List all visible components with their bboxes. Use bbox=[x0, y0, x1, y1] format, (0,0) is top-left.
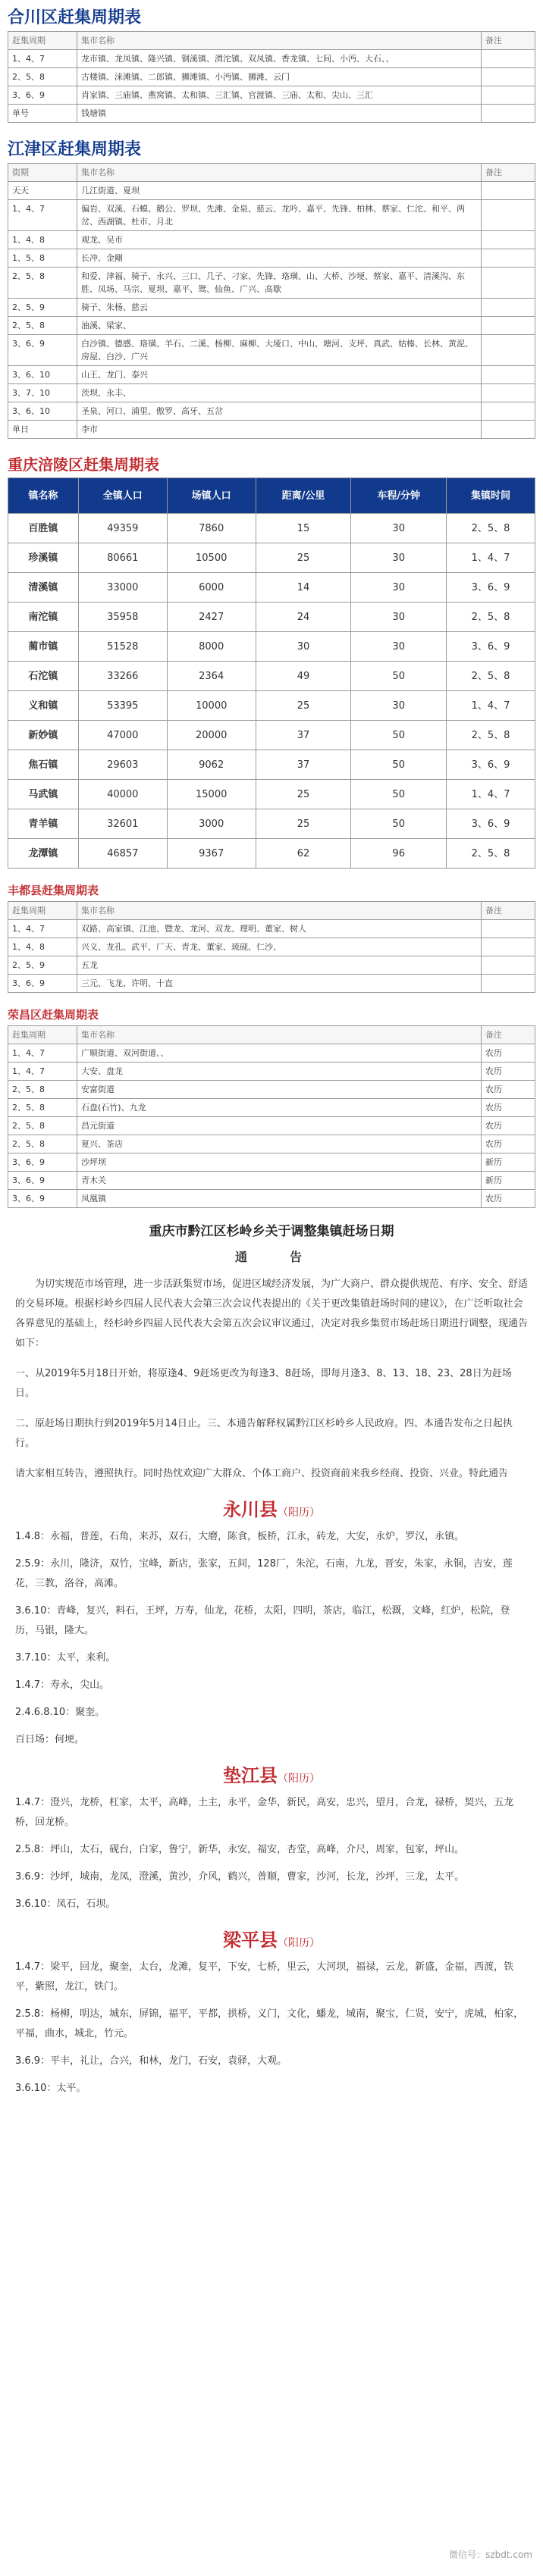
table-cell: 五龙 bbox=[77, 956, 482, 975]
schedule-line: 1.4.8：永福，普莲，石角，来苏，双石，大磨，陈食，板桥，江永，砖龙，大安，永炉，罗汉，永镇。 bbox=[15, 1531, 465, 1542]
notice-paragraph: 二、原赶场日期执行到2019年5月14日止。三、本通告解释权属黔江区杉岭乡人民政府。四、本通告发布之日起执行。 bbox=[15, 1418, 513, 1449]
table-cell: 25 bbox=[256, 780, 351, 809]
schedule-line: 2.4.6.8.10：聚奎。 bbox=[15, 1707, 105, 1718]
table-row bbox=[8, 662, 535, 691]
table-cell: 3、6、10 bbox=[8, 402, 77, 421]
table-cell: 三元、飞龙、许明、十直 bbox=[77, 975, 482, 993]
table-cell: 50 bbox=[351, 662, 447, 691]
table-cell: 37 bbox=[256, 750, 351, 780]
fengdu-table bbox=[8, 901, 535, 993]
table-cell: 3、6、9 bbox=[447, 632, 535, 662]
county-lines bbox=[0, 1793, 543, 1914]
table-cell: 几江街道、夏坝 bbox=[77, 182, 482, 200]
table-cell: 马武镇 bbox=[8, 780, 79, 809]
table-cell: 2、5、8 bbox=[8, 68, 77, 86]
table-cell: 3、6、9 bbox=[8, 975, 77, 993]
table-cell: 和爱、津福、骑子、永兴、三口、几子、刁家、先锋、珞璜、山、大桥、沙埂、蔡家、嘉平、清溪沟、东胜、凤场、马宗、夏坝、嘉平、鸳、仙鱼、广兴、高歇 bbox=[77, 268, 482, 299]
yongchuan-section bbox=[0, 1495, 543, 1750]
table-cell: 30 bbox=[351, 603, 447, 632]
table-cell: 50 bbox=[351, 780, 447, 809]
table-row bbox=[8, 86, 535, 105]
table-cell: 15000 bbox=[167, 780, 256, 809]
table-cell: 50 bbox=[351, 721, 447, 750]
county-title: 垫江县（阳历） bbox=[223, 1765, 320, 1786]
table-cell: 9062 bbox=[167, 750, 256, 780]
table-cell: 35958 bbox=[78, 603, 167, 632]
table-cell: 青木关 bbox=[77, 1172, 482, 1190]
table-cell bbox=[482, 366, 535, 384]
wechat-watermark: 微信号：szbdt.com bbox=[449, 2549, 532, 2560]
table-cell: 1、4、7 bbox=[447, 780, 535, 809]
table-cell bbox=[482, 268, 535, 299]
table-cell: 2427 bbox=[167, 603, 256, 632]
table-row bbox=[8, 421, 535, 439]
table-row bbox=[8, 1063, 535, 1081]
table-row bbox=[8, 200, 535, 231]
table-cell bbox=[482, 200, 535, 231]
table-row bbox=[8, 335, 535, 366]
notice-title: 重庆市黔江区杉岭乡关于调整集镇赶场日期 bbox=[149, 1224, 394, 1239]
table-cell: 农历 bbox=[482, 1081, 535, 1099]
table-cell bbox=[482, 182, 535, 200]
table-cell: 50 bbox=[351, 750, 447, 780]
table-cell: 53395 bbox=[78, 691, 167, 721]
schedule-line: 3.7.10：太平，来利。 bbox=[15, 1652, 116, 1664]
table-cell: 单日 bbox=[8, 421, 77, 439]
dianjiang-section bbox=[0, 1761, 543, 1914]
table-cell bbox=[482, 402, 535, 421]
table-cell: 钱塘镇 bbox=[77, 105, 482, 123]
table-row bbox=[8, 249, 535, 268]
table-row bbox=[8, 268, 535, 299]
table-cell bbox=[482, 50, 535, 68]
table-cell: 单号 bbox=[8, 105, 77, 123]
table-cell: 25 bbox=[256, 543, 351, 573]
table-cell: 30 bbox=[351, 573, 447, 603]
table-row bbox=[8, 105, 535, 123]
county-title: 永川县（阳历） bbox=[223, 1499, 320, 1520]
table-cell: 49359 bbox=[78, 514, 167, 543]
notice-paragraph: 一、从2019年5月18日开始，将原逢4、9赶场更改为每逢3、8赶场，即每月逢3、8、13、18、23、28日为赶场日。 bbox=[15, 1368, 512, 1399]
table-cell: 新历 bbox=[482, 1153, 535, 1172]
column-header: 集镇时间 bbox=[447, 478, 535, 514]
table-cell: 20000 bbox=[167, 721, 256, 750]
table-cell: 14 bbox=[256, 573, 351, 603]
column-header: 赶集周期 bbox=[8, 32, 77, 50]
table-cell: 3、6、10 bbox=[8, 366, 77, 384]
table-row bbox=[8, 920, 535, 938]
table-row bbox=[8, 1153, 535, 1172]
table-cell: 2、5、8 bbox=[8, 1099, 77, 1117]
table-cell: 2、5、8 bbox=[447, 514, 535, 543]
table-row bbox=[8, 366, 535, 384]
table-cell: 46857 bbox=[78, 839, 167, 869]
table-cell: 焦石镇 bbox=[8, 750, 79, 780]
table-cell bbox=[482, 86, 535, 105]
table-cell: 9367 bbox=[167, 839, 256, 869]
table-cell: 肖家镇、三庙镇、燕窝镇、太和镇、三汇镇、官渡镇、三庙、太和、尖山、三汇 bbox=[77, 86, 482, 105]
table-cell: 51528 bbox=[78, 632, 167, 662]
table-cell bbox=[482, 920, 535, 938]
table-cell: 37 bbox=[256, 721, 351, 750]
table-cell: 南沱镇 bbox=[8, 603, 79, 632]
table-cell bbox=[482, 956, 535, 975]
table-cell: 2364 bbox=[167, 662, 256, 691]
column-header: 备注 bbox=[482, 902, 535, 920]
column-header: 赶集周期 bbox=[8, 902, 77, 920]
table-row bbox=[8, 632, 535, 662]
table-row bbox=[8, 182, 535, 200]
fuling-title: 重庆涪陵区赶集周期表 bbox=[8, 455, 159, 474]
table-cell bbox=[482, 231, 535, 249]
table-cell: 凤凰镇 bbox=[77, 1190, 482, 1208]
table-cell bbox=[482, 938, 535, 956]
table-row bbox=[8, 1190, 535, 1208]
table-cell: 农历 bbox=[482, 1044, 535, 1063]
table-row bbox=[8, 514, 535, 543]
table-cell: 安富街道 bbox=[77, 1081, 482, 1099]
table-cell: 50 bbox=[351, 809, 447, 839]
table-cell: 清溪镇 bbox=[8, 573, 79, 603]
table-row bbox=[8, 1135, 535, 1153]
column-header: 集市名称 bbox=[77, 902, 482, 920]
table-cell: 1、4、7 bbox=[447, 543, 535, 573]
qianjiang-notice bbox=[0, 1222, 543, 1484]
table-cell: 2、5、8 bbox=[8, 1117, 77, 1135]
table-cell: 32601 bbox=[78, 809, 167, 839]
table-cell: 农历 bbox=[482, 1117, 535, 1135]
liangping-section bbox=[0, 1925, 543, 2099]
table-cell: 2、5、8 bbox=[8, 317, 77, 335]
schedule-line: 1.4.7：梁平，回龙，聚奎，太台，龙滩，复平，下安，七桥，里云，大河坝，福禄，云龙，新盛，金福，西渡，铁平，紫照，龙江，铁门。 bbox=[15, 1961, 514, 1992]
table-cell: 义和镇 bbox=[8, 691, 79, 721]
table-cell: 2、5、8 bbox=[447, 721, 535, 750]
table-cell: 3、6、9 bbox=[447, 750, 535, 780]
table-cell bbox=[482, 317, 535, 335]
table-cell: 80661 bbox=[78, 543, 167, 573]
column-header: 集市名称 bbox=[77, 32, 482, 50]
table-row bbox=[8, 691, 535, 721]
table-cell: 10000 bbox=[167, 691, 256, 721]
table-cell: 天天 bbox=[8, 182, 77, 200]
table-row bbox=[8, 317, 535, 335]
table-cell: 古楼镇、涞滩镇、二郎镇、狮滩镇、小沔镇、狮滩、云门 bbox=[77, 68, 482, 86]
table-cell: 3、6、9 bbox=[447, 809, 535, 839]
column-header: 镇名称 bbox=[8, 478, 79, 514]
column-header: 车程/分钟 bbox=[351, 478, 447, 514]
schedule-line: 1.4.7：寿永，尖山。 bbox=[15, 1679, 110, 1691]
table-row bbox=[8, 384, 535, 402]
table-row bbox=[8, 780, 535, 809]
table-cell: 农历 bbox=[482, 1190, 535, 1208]
table-cell: 30 bbox=[351, 543, 447, 573]
table-cell: 3、6、9 bbox=[8, 1153, 77, 1172]
table-row bbox=[8, 750, 535, 780]
column-header: 街期 bbox=[8, 164, 77, 182]
table-cell bbox=[482, 384, 535, 402]
table-cell bbox=[482, 975, 535, 993]
table-cell: 石盘(石竹)、九龙 bbox=[77, 1099, 482, 1117]
table-cell bbox=[482, 421, 535, 439]
table-row bbox=[8, 573, 535, 603]
jiangjin-title: 江津区赶集周期表 bbox=[8, 140, 142, 159]
table-cell: 2、5、8 bbox=[8, 1081, 77, 1099]
table-cell: 双路、高家镇、江池、暨龙、龙河、双龙、理明、董家、树人 bbox=[77, 920, 482, 938]
table-row bbox=[8, 68, 535, 86]
table-cell: 1、5、8 bbox=[8, 249, 77, 268]
table-cell: 2、5、8 bbox=[447, 839, 535, 869]
notice-subtitle: 通 告 bbox=[234, 1250, 308, 1264]
table-cell bbox=[482, 249, 535, 268]
table-cell: 25 bbox=[256, 691, 351, 721]
schedule-line: 1.4.7：澄兴，龙桥，杠家，太平，高峰，土主，永平，金华，新民，高安，忠兴，望月，合龙，禄桥，契兴，五龙桥，回龙桥。 bbox=[15, 1797, 514, 1828]
table-cell: 农历 bbox=[482, 1135, 535, 1153]
table-cell: 茨坝、永丰、 bbox=[77, 384, 482, 402]
table-cell: 30 bbox=[351, 514, 447, 543]
table-cell: 3、6、9 bbox=[8, 1190, 77, 1208]
table-cell: 2、5、8 bbox=[447, 662, 535, 691]
fuling-table bbox=[8, 477, 535, 869]
table-row bbox=[8, 231, 535, 249]
table-cell: 蔺市镇 bbox=[8, 632, 79, 662]
notice-paragraph: 请大家相互转告，遵照执行。同时热忱欢迎广大群众、个体工商户、投资商前来我乡经商、投资、兴业。特此通告 bbox=[15, 1468, 509, 1479]
table-row bbox=[8, 1081, 535, 1099]
table-cell: 石沱镇 bbox=[8, 662, 79, 691]
table-cell: 1、4、7 bbox=[8, 200, 77, 231]
hechuan-table bbox=[8, 31, 535, 123]
schedule-line: 2.5.9：永川，隆济，双竹，宝峰，新店，张家，五间，128厂，朱沱，石南，九龙，晋安，朱家，永铜，吉安，莲花，三教，洛谷，高滩。 bbox=[15, 1558, 513, 1589]
column-header: 备注 bbox=[482, 32, 535, 50]
table-cell: 3、7、10 bbox=[8, 384, 77, 402]
table-cell: 农历 bbox=[482, 1099, 535, 1117]
table-row bbox=[8, 956, 535, 975]
table-cell: 33266 bbox=[78, 662, 167, 691]
table-cell: 15 bbox=[256, 514, 351, 543]
table-row bbox=[8, 603, 535, 632]
table-cell: 30 bbox=[351, 691, 447, 721]
table-cell: 广顺街道、双河街道、、 bbox=[77, 1044, 482, 1063]
county-lines bbox=[0, 1958, 543, 2099]
table-cell: 兴义、龙孔、武平、厂天、青龙、董家、琉砚、仁沙、 bbox=[77, 938, 482, 956]
jiangjin-table bbox=[8, 163, 535, 439]
table-cell: 3000 bbox=[167, 809, 256, 839]
table-cell bbox=[482, 105, 535, 123]
table-cell: 6000 bbox=[167, 573, 256, 603]
schedule-line: 3.6.10：太平。 bbox=[15, 2083, 86, 2094]
schedule-line: 2.5.8：坪山，太石，砚台，白家，鲁宁，新华，永安，福安，杏堂，高峰，介尺，周家，包家，坪山。 bbox=[15, 1844, 465, 1855]
county-title: 梁平县（阳历） bbox=[223, 1930, 320, 1951]
column-header: 集市名称 bbox=[77, 1026, 482, 1044]
table-cell: 25 bbox=[256, 809, 351, 839]
jiangjin-section bbox=[0, 136, 543, 439]
fengdu-section bbox=[0, 882, 543, 993]
table-cell: 长冲、金剛 bbox=[77, 249, 482, 268]
table-cell: 1、4、7 bbox=[8, 1044, 77, 1063]
table-cell: 40000 bbox=[78, 780, 167, 809]
table-row bbox=[8, 1044, 535, 1063]
table-cell: 观龙、吴市 bbox=[77, 231, 482, 249]
table-cell: 百胜镇 bbox=[8, 514, 79, 543]
table-cell: 青羊镇 bbox=[8, 809, 79, 839]
table-cell: 62 bbox=[256, 839, 351, 869]
fuling-section bbox=[0, 452, 543, 869]
fengdu-title: 丰都县赶集周期表 bbox=[8, 884, 99, 897]
table-row bbox=[8, 721, 535, 750]
table-row bbox=[8, 1117, 535, 1135]
table-cell: 新妙镇 bbox=[8, 721, 79, 750]
table-cell: 8000 bbox=[167, 632, 256, 662]
column-header: 距离/公里 bbox=[256, 478, 351, 514]
table-cell: 2、5、8 bbox=[8, 1135, 77, 1153]
table-cell: 1、4、8 bbox=[8, 938, 77, 956]
table-cell: 龙潭镇 bbox=[8, 839, 79, 869]
table-cell: 29603 bbox=[78, 750, 167, 780]
table-cell: 1、4、7 bbox=[8, 50, 77, 68]
table-cell: 1、4、8 bbox=[8, 231, 77, 249]
table-cell: 3、6、9 bbox=[447, 573, 535, 603]
table-cell: 2、5、9 bbox=[8, 956, 77, 975]
table-row bbox=[8, 938, 535, 956]
column-header: 集市名称 bbox=[77, 164, 482, 182]
table-cell: 2、5、9 bbox=[8, 299, 77, 317]
table-cell: 油溪、梁家、 bbox=[77, 317, 482, 335]
county-lines bbox=[0, 1527, 543, 1750]
table-cell: 山王、龙门、泰兴 bbox=[77, 366, 482, 384]
table-cell: 骑子、朱杨、慈云 bbox=[77, 299, 482, 317]
table-cell: 47000 bbox=[78, 721, 167, 750]
table-cell: 24 bbox=[256, 603, 351, 632]
schedule-line: 3.6.10：青峰，复兴，料石，王坪，万寿，仙龙，花桥，太阳，四明，茶店，临江，松溉，文峰，红炉，松院，登历，马银，隆大。 bbox=[15, 1605, 510, 1636]
table-cell: 1、4、7 bbox=[447, 691, 535, 721]
table-cell: 30 bbox=[256, 632, 351, 662]
table-cell: 2、5、8 bbox=[8, 268, 77, 299]
table-cell: 3、6、9 bbox=[8, 335, 77, 366]
table-row bbox=[8, 809, 535, 839]
hechuan-title: 合川区赶集周期表 bbox=[8, 8, 142, 27]
table-cell: 49 bbox=[256, 662, 351, 691]
table-row bbox=[8, 1099, 535, 1117]
table-cell: 夏兴、茶店 bbox=[77, 1135, 482, 1153]
table-cell: 新历 bbox=[482, 1172, 535, 1190]
table-cell: 圣泉、河口、浦里、傲罗、高牙、五岔 bbox=[77, 402, 482, 421]
table-cell: 白沙镇、德感、珞璜、羊石、二溪、杨柳、麻柳、大垭口、中山、塘河、支坪、真武、姑榛、长林、黄泥、房屋、白沙、广兴 bbox=[77, 335, 482, 366]
table-row bbox=[8, 50, 535, 68]
table-cell: 33000 bbox=[78, 573, 167, 603]
table-cell: 昌元街道 bbox=[77, 1117, 482, 1135]
column-header: 全镇人口 bbox=[78, 478, 167, 514]
table-row bbox=[8, 402, 535, 421]
table-row bbox=[8, 299, 535, 317]
table-cell: 偏岩、双溪、石蟆、鹅公、罗坝、先滩、金泉、慈云、龙吟、嘉平、先锋、柏林、蔡家、仁沱、和平、两岔、西湖镇、杜市、月北 bbox=[77, 200, 482, 231]
rongchang-table bbox=[8, 1025, 535, 1208]
table-cell: 沙坪坝 bbox=[77, 1153, 482, 1172]
column-header: 备注 bbox=[482, 1026, 535, 1044]
table-cell bbox=[482, 68, 535, 86]
schedule-line: 3.6.10：凤石，石坝。 bbox=[15, 1898, 116, 1910]
table-row bbox=[8, 839, 535, 869]
table-cell: 7860 bbox=[167, 514, 256, 543]
rongchang-title: 荣昌区赶集周期表 bbox=[8, 1008, 99, 1022]
table-cell: 1、4、7 bbox=[8, 1063, 77, 1081]
schedule-line: 2.5.8：杨柳，明达，城东，屏锦，福平，平都，拱桥，义门，文化，蟠龙，城南，聚宝，仁贤，安宁，虎城，柏家，平福，曲水，城北，竹元。 bbox=[15, 2008, 524, 2039]
table-cell: 农历 bbox=[482, 1063, 535, 1081]
schedule-line: 3.6.9：平丰，礼让，合兴，和林，龙门，石安，袁驿，大观。 bbox=[15, 2055, 287, 2067]
rongchang-section bbox=[0, 1006, 543, 1208]
table-row bbox=[8, 543, 535, 573]
table-row bbox=[8, 975, 535, 993]
table-cell: 龙市镇、龙凤镇、隆兴镇、铜溪镇、渭沱镇、双凤镇、香龙镇、七间、小沔、大石、、 bbox=[77, 50, 482, 68]
column-header: 赶集周期 bbox=[8, 1026, 77, 1044]
table-cell: 96 bbox=[351, 839, 447, 869]
table-cell: 大安、盘龙 bbox=[77, 1063, 482, 1081]
schedule-line: 3.6.9：沙坪，城南，龙凤，澄溪，黄沙，介风，鹤兴，普顺，曹家，沙河，长龙，沙坪，三龙，太平。 bbox=[15, 1871, 465, 1883]
table-cell: 2、5、8 bbox=[447, 603, 535, 632]
table-row bbox=[8, 1172, 535, 1190]
table-cell: 李市 bbox=[77, 421, 482, 439]
table-cell bbox=[482, 335, 535, 366]
table-cell: 3、6、9 bbox=[8, 86, 77, 105]
table-cell bbox=[482, 299, 535, 317]
table-cell: 3、6、9 bbox=[8, 1172, 77, 1190]
column-header: 场镇人口 bbox=[167, 478, 256, 514]
table-cell: 30 bbox=[351, 632, 447, 662]
column-header: 备注 bbox=[482, 164, 535, 182]
table-cell: 1、4、7 bbox=[8, 920, 77, 938]
notice-paragraph: 为切实规范市场管理，进一步活跃集贸市场，促进区域经济发展，为广大商户、群众提供规范、有序、安全、舒适的交易环境。根据杉岭乡四届人民代表大会第三次会议代表提出的《关于更改集镇赶场时间的建议》，在广泛听取社会各界意见的基础上，经杉岭乡四届人民代表大会第五次会议审议通过，决定对我乡集贸市场赶场日期进行调整，现通告如下： bbox=[15, 1279, 529, 1349]
schedule-line: 百日场：何埂。 bbox=[15, 1734, 85, 1745]
hechuan-section bbox=[0, 5, 543, 123]
table-cell: 10500 bbox=[167, 543, 256, 573]
table-cell: 珍溪镇 bbox=[8, 543, 79, 573]
